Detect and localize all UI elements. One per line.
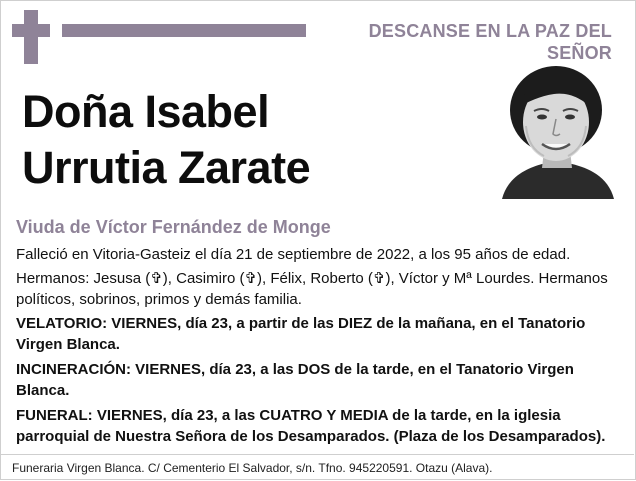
death-notice-paragraph: Falleció en Vitoria-Gasteiz el día 21 de septiembre de 2022, a los 95 años de edad.: [16, 246, 571, 263]
widow-of-line: Viuda de Víctor Fernández de Monge: [16, 217, 331, 237]
cross-horizontal-bar: [12, 24, 50, 37]
rip-heading: DESCANSE EN LA PAZ DEL SEÑOR: [368, 21, 612, 63]
obituary-body: [16, 244, 616, 451]
deceased-name: [22, 84, 482, 196]
wake-paragraph: VELATORIO: VIERNES, día 23, a partir de las DIEZ de la mañana, en el Tanatorio Virgen Blanca.: [16, 315, 586, 353]
family-paragraph: Hermanos: Jesusa (✞), Casimiro (✞), Félix, Roberto (✞), Víctor y Mª Lourdes. Hermanos políticos, sobrinos, primos y demás familia.: [16, 270, 608, 308]
name-line-2: Urrutia Zarate: [22, 142, 311, 193]
funeral-paragraph: FUNERAL: VIERNES, día 23, a las CUATRO Y MEDIA de la tarde, en la iglesia parroquial de Nuestra Señora de los Desamparados. (Plaza de los Desamparados).: [16, 407, 606, 445]
footer: [0, 454, 634, 481]
funeral-home-info: Funeraria Virgen Blanca. C/ Cementerio El Salvador, s/n. Tfno. 945220591. Otazu (Alava).: [12, 461, 493, 475]
cremation-paragraph: INCINERACIÓN: VIERNES, día 23, a las DOS de la tarde, en el Tanatorio Virgen Blanca.: [16, 361, 574, 399]
name-line-1: Doña Isabel: [22, 86, 270, 137]
portrait-photo: [498, 64, 616, 199]
header-rule: [62, 24, 306, 37]
cross-vertical-bar: [24, 10, 38, 64]
